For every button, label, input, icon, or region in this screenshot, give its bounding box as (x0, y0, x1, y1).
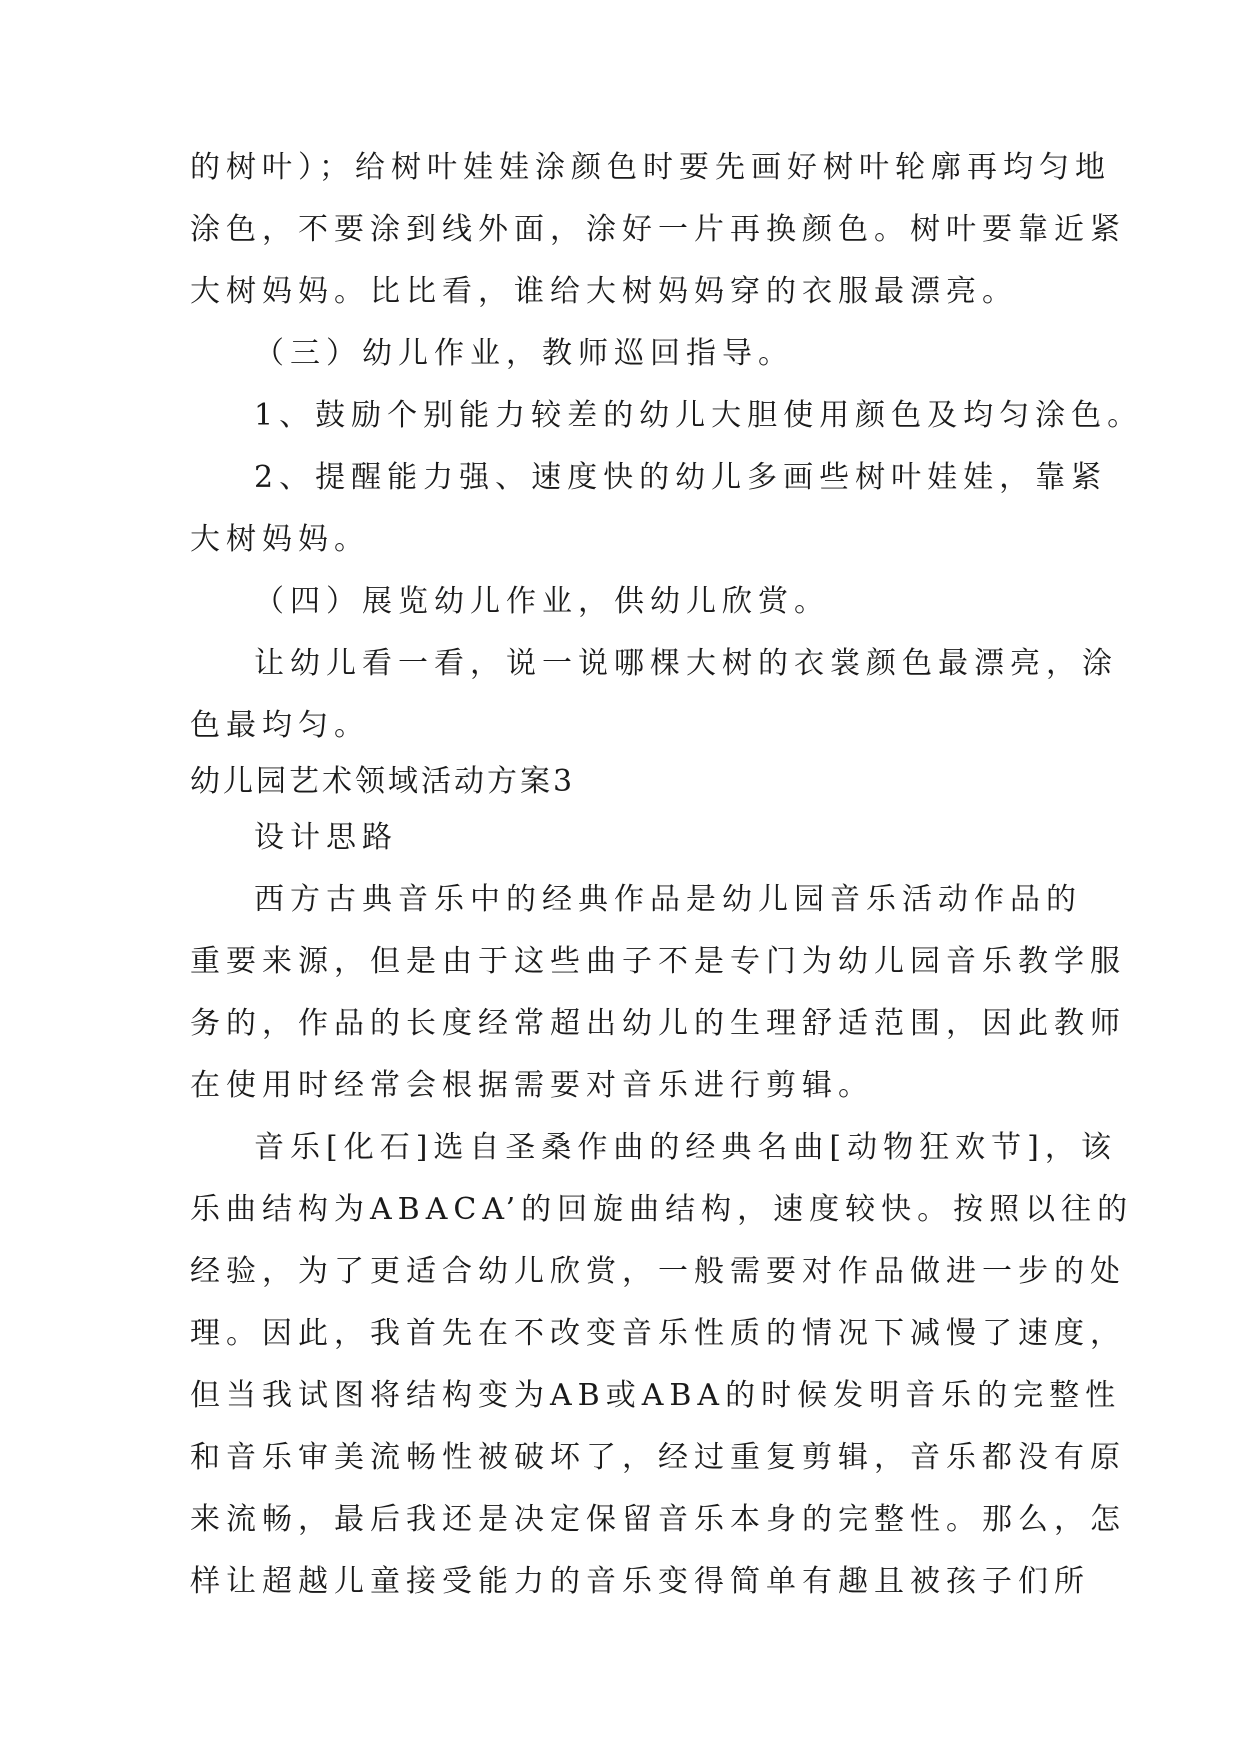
document-title: 幼儿园艺术领域活动方案3 (190, 764, 576, 799)
body-text-line: 的树叶）；给树叶娃娃涂颜色时要先画好树叶轮廓再均匀地 (190, 150, 1111, 185)
body-text-line: 乐曲结构为ABACA’的回旋曲结构，速度较快。按照以往的 (190, 1192, 1134, 1227)
body-text-line: 西方古典音乐中的经典作品是幼儿园音乐活动作品的 (254, 882, 1082, 917)
section-heading: （三）幼儿作业，教师巡回指导。 (254, 336, 794, 371)
body-text-line: 理。因此，我首先在不改变音乐性质的情况下减慢了速度， (190, 1316, 1126, 1351)
body-text-line: 让幼儿看一看，说一说哪棵大树的衣裳颜色最漂亮，涂 (254, 646, 1118, 681)
body-text-line: 但当我试图将结构变为AB或ABA的时候发明音乐的完整性 (190, 1378, 1122, 1413)
list-item: 1、鼓励个别能力较差的幼儿大胆使用颜色及均匀涂色。 (254, 398, 1144, 433)
body-text-line: 大树妈妈。比比看，谁给大树妈妈穿的衣服最漂亮。 (190, 274, 1018, 309)
body-text-line: 涂色，不要涂到线外面，涂好一片再换颜色。树叶要靠近紧 (190, 212, 1126, 247)
body-text-line: 和音乐审美流畅性被破坏了，经过重复剪辑，音乐都没有原 (190, 1440, 1126, 1475)
body-text-line: 来流畅，最后我还是决定保留音乐本身的完整性。那么，怎 (190, 1502, 1126, 1537)
body-text-line: 重要来源，但是由于这些曲子不是专门为幼儿园音乐教学服 (190, 944, 1126, 979)
body-text-line: 色最均匀。 (190, 708, 370, 743)
subheading: 设计思路 (254, 820, 398, 855)
body-text-line: 经验，为了更适合幼儿欣赏，一般需要对作品做进一步的处 (190, 1254, 1126, 1289)
body-text-line: 在使用时经常会根据需要对音乐进行剪辑。 (190, 1068, 874, 1103)
body-text-line: 务的，作品的长度经常超出幼儿的生理舒适范围，因此教师 (190, 1006, 1126, 1041)
section-heading: （四）展览幼儿作业，供幼儿欣赏。 (254, 584, 830, 619)
body-text-line: 样让超越儿童接受能力的音乐变得简单有趣且被孩子们所 (190, 1564, 1090, 1599)
body-text-line: 音乐[化石]选自圣桑作曲的经典名曲[动物狂欢节]，该 (254, 1130, 1117, 1165)
body-text-line: 大树妈妈。 (190, 522, 370, 557)
list-item: 2、提醒能力强、速度快的幼儿多画些树叶娃娃，靠紧 (254, 460, 1108, 495)
